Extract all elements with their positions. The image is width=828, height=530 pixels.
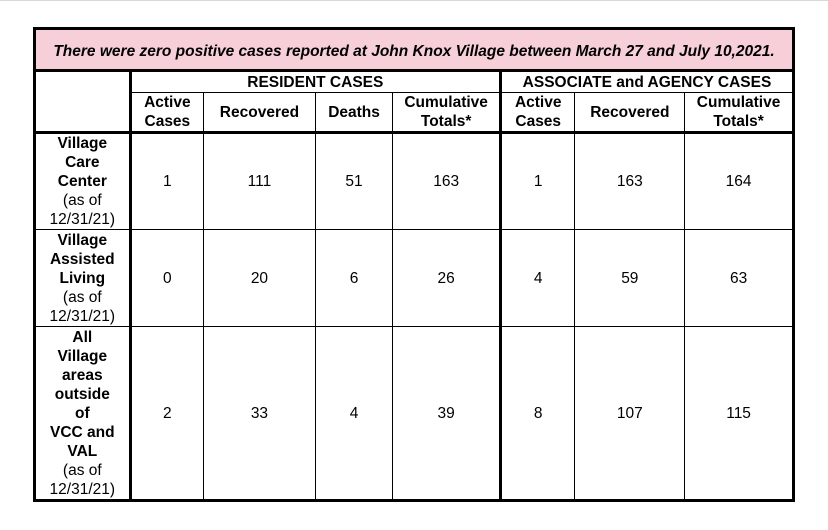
as-of-date-line: (as of xyxy=(62,461,102,479)
resident-value-cell: 6 xyxy=(315,230,393,327)
col-label-line: Totals* xyxy=(420,113,472,130)
location-line: VAL xyxy=(67,442,98,460)
associate-value-cell: 63 xyxy=(685,230,794,327)
location-line: Care xyxy=(65,154,100,171)
col-label-line: Cumulative xyxy=(696,94,781,111)
location-line: Assisted xyxy=(49,250,115,268)
resident-value-cell: 33 xyxy=(204,327,316,501)
resident-value-cell: 2 xyxy=(130,327,203,501)
as-of-date-line: (as of xyxy=(62,192,102,209)
location-line: Village xyxy=(57,231,108,249)
empty-corner-cell xyxy=(35,71,131,133)
table-row xyxy=(35,133,794,230)
col-label-line: Totals* xyxy=(713,113,764,130)
col-label-line: Recovered xyxy=(590,103,670,121)
covid-cases-table xyxy=(33,27,795,502)
location-line: Living xyxy=(59,269,106,287)
location-line: Center xyxy=(57,173,107,190)
col-label-line: Deaths xyxy=(328,103,380,121)
col-resident-active xyxy=(130,93,203,133)
resident-value-cell: 111 xyxy=(204,133,316,230)
as-of-date-line: 12/31/21) xyxy=(49,211,116,228)
location-line: outside xyxy=(54,385,110,403)
col-resident-recovered xyxy=(204,93,316,133)
col-label-line: Cases xyxy=(515,113,562,130)
associate-value-cell: 107 xyxy=(575,327,685,501)
as-of-date-line: (as of xyxy=(62,288,102,306)
associate-value-cell: 1 xyxy=(500,133,574,230)
resident-value-cell: 163 xyxy=(393,133,501,230)
col-label-line: Active xyxy=(514,94,562,111)
resident-value-cell: 4 xyxy=(315,327,393,501)
col-label-line: Cases xyxy=(144,113,191,130)
resident-value-cell: 39 xyxy=(393,327,501,501)
resident-value-cell: 1 xyxy=(130,133,203,230)
associate-value-cell: 59 xyxy=(575,230,685,327)
resident-value-cell: 26 xyxy=(393,230,501,327)
resident-value-cell: 0 xyxy=(130,230,203,327)
associate-value-cell: 4 xyxy=(500,230,574,327)
associate-value-cell: 164 xyxy=(685,133,794,230)
row-location-label xyxy=(35,327,131,501)
col-associate-active xyxy=(500,93,574,133)
resident-cases-header: RESIDENT CASES xyxy=(130,71,500,93)
as-of-date-line: 12/31/21) xyxy=(49,307,116,325)
location-line: areas xyxy=(62,366,103,384)
resident-value-cell: 51 xyxy=(315,133,393,230)
associate-cases-header: ASSOCIATE and AGENCY CASES xyxy=(500,71,793,93)
location-line: VCC and xyxy=(50,423,115,441)
table-row xyxy=(35,230,794,327)
associate-value-cell: 115 xyxy=(685,327,794,501)
col-resident-cumulative xyxy=(393,93,501,133)
col-resident-deaths xyxy=(315,93,393,133)
banner-notice: There were zero positive cases reported at John Knox Village between March 27 and July 10,2021. xyxy=(35,29,794,71)
associate-value-cell: 8 xyxy=(500,327,574,501)
row-location-label xyxy=(35,133,131,230)
col-associate-recovered xyxy=(575,93,685,133)
top-divider xyxy=(0,0,828,1)
col-label-line: Cumulative xyxy=(404,94,488,111)
col-associate-cumulative xyxy=(685,93,794,133)
table-row xyxy=(35,327,794,501)
as-of-date-line: 12/31/21) xyxy=(49,480,116,498)
col-label-line: Recovered xyxy=(219,103,300,121)
location-line: of xyxy=(74,404,90,422)
location-line: Village xyxy=(57,347,108,365)
associate-value-cell: 163 xyxy=(575,133,685,230)
resident-value-cell: 20 xyxy=(204,230,316,327)
col-label-line: Active xyxy=(144,94,191,111)
row-location-label xyxy=(35,230,131,327)
location-line: All xyxy=(72,328,93,346)
location-line: Village xyxy=(57,135,108,152)
